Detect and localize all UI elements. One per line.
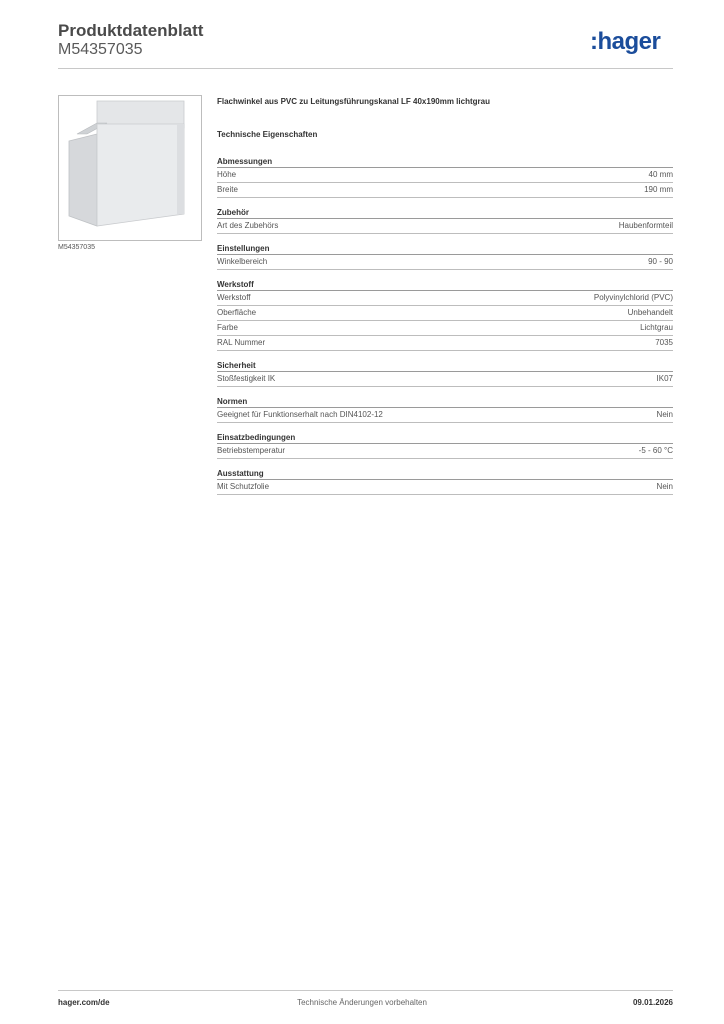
property-value: 90 - 90 bbox=[648, 257, 673, 266]
header-divider bbox=[58, 68, 673, 69]
property-value: IK07 bbox=[656, 374, 673, 383]
property-label: Höhe bbox=[217, 170, 237, 179]
page-title: Produktdatenblatt bbox=[58, 21, 204, 40]
section-standards bbox=[217, 396, 673, 423]
properties-list bbox=[217, 156, 673, 504]
property-row bbox=[217, 255, 673, 270]
property-value: Lichtgrau bbox=[640, 323, 673, 332]
property-value: Nein bbox=[656, 410, 673, 419]
footer-divider bbox=[58, 990, 673, 991]
section-equipment bbox=[217, 468, 673, 495]
property-row bbox=[217, 408, 673, 423]
property-value: Haubenformteil bbox=[618, 221, 673, 230]
section-heading: Werkstoff bbox=[217, 279, 673, 291]
logo-colon-mark: : bbox=[590, 28, 598, 55]
property-value: Unbehandelt bbox=[627, 308, 673, 317]
footer-date: 09.01.2026 bbox=[632, 998, 673, 1007]
section-dimensions bbox=[217, 156, 673, 198]
footer-website-link[interactable]: hager.com/de bbox=[58, 998, 110, 1007]
flat-angle-illustration bbox=[59, 96, 201, 240]
property-value: Nein bbox=[656, 482, 673, 491]
section-settings bbox=[217, 243, 673, 270]
property-label: Betriebstemperatur bbox=[217, 446, 286, 455]
property-value: 40 mm bbox=[648, 170, 673, 179]
section-heading: Einstellungen bbox=[217, 243, 673, 255]
section-accessories bbox=[217, 207, 673, 234]
technical-properties-heading: Technische Eigenschaften bbox=[217, 130, 318, 139]
property-row bbox=[217, 372, 673, 387]
property-row bbox=[217, 183, 673, 198]
section-operating-conditions bbox=[217, 432, 673, 459]
image-caption: M54357035 bbox=[58, 244, 95, 251]
property-row bbox=[217, 168, 673, 183]
property-label: Geeignet für Funktionserhalt nach DIN4102-12 bbox=[217, 410, 383, 419]
property-value: 7035 bbox=[655, 338, 673, 347]
section-heading: Einsatzbedingungen bbox=[217, 432, 673, 444]
property-row bbox=[217, 336, 673, 351]
section-heading: Sicherheit bbox=[217, 360, 673, 372]
logo-text: hager bbox=[597, 28, 661, 55]
property-label: Stoßfestigkeit IK bbox=[217, 374, 276, 383]
property-label: Winkelbereich bbox=[217, 257, 268, 266]
footer-disclaimer: Technische Änderungen vorbehalten bbox=[297, 998, 427, 1007]
property-label: Breite bbox=[217, 185, 238, 194]
section-heading: Ausstattung bbox=[217, 468, 673, 480]
property-row bbox=[217, 291, 673, 306]
section-material bbox=[217, 279, 673, 351]
property-row bbox=[217, 306, 673, 321]
section-heading: Zubehör bbox=[217, 207, 673, 219]
property-value: 190 mm bbox=[644, 185, 673, 194]
product-code: M54357035 bbox=[58, 41, 143, 58]
property-row bbox=[217, 321, 673, 336]
property-label: Oberfläche bbox=[217, 308, 257, 317]
product-title: Flachwinkel aus PVC zu Leitungsführungskanal LF 40x190mm lichtgrau bbox=[217, 97, 490, 106]
hager-logo[interactable] bbox=[590, 29, 660, 55]
property-row bbox=[217, 219, 673, 234]
property-value: -5 - 60 °C bbox=[638, 446, 673, 455]
property-label: Werkstoff bbox=[217, 293, 251, 302]
property-row bbox=[217, 444, 673, 459]
section-safety bbox=[217, 360, 673, 387]
product-image bbox=[58, 95, 202, 241]
section-heading: Abmessungen bbox=[217, 156, 673, 168]
section-heading: Normen bbox=[217, 396, 673, 408]
property-value: Polyvinylchlorid (PVC) bbox=[593, 293, 673, 302]
property-label: Mit Schutzfolie bbox=[217, 482, 270, 491]
property-label: Art des Zubehörs bbox=[217, 221, 279, 230]
property-row bbox=[217, 480, 673, 495]
property-label: Farbe bbox=[217, 323, 238, 332]
property-label: RAL Nummer bbox=[217, 338, 266, 347]
